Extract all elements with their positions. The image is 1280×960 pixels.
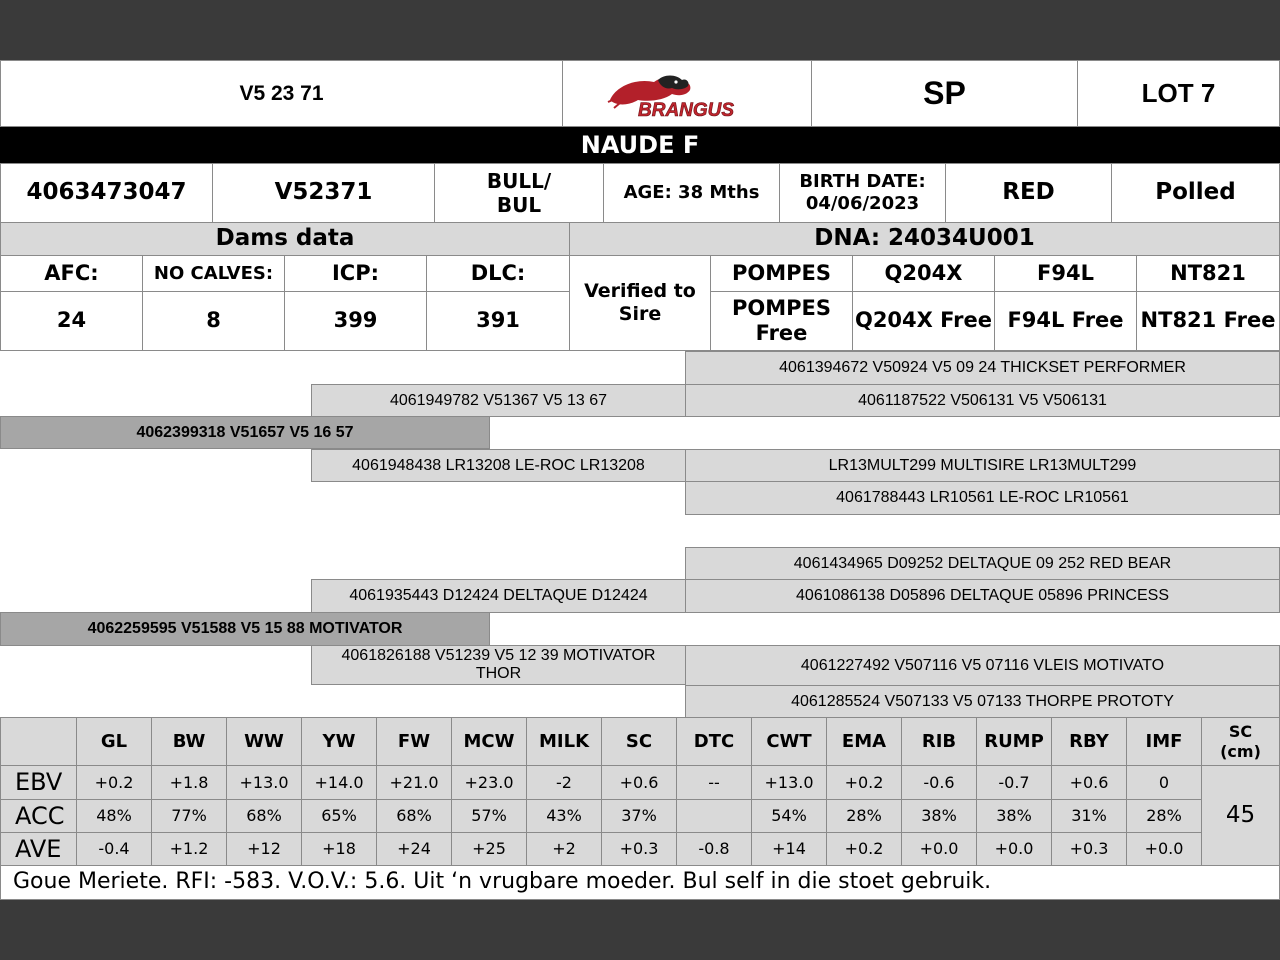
pedigree-sire-dam-sire: LR13MULT299 MULTISIRE LR13MULT299 bbox=[685, 449, 1280, 482]
ebv-ave-gl: -0.4 bbox=[76, 832, 152, 866]
pedigree-dam-dam: 4061826188 V51239 V5 12 39 MOTIVATOR THOR bbox=[311, 645, 686, 685]
no-calves-value: 8 bbox=[142, 291, 285, 351]
dams-data-title: Dams data bbox=[0, 222, 570, 256]
pedigree-sire: 4062399318 V51657 V5 16 57 bbox=[0, 416, 490, 449]
ebv-header-ema: EMA bbox=[826, 717, 902, 766]
icp-label: ICP: bbox=[284, 255, 427, 292]
ebv-ave-cwt: +14 bbox=[751, 832, 827, 866]
pedigree-sire-dam: 4061948438 LR13208 LE-ROC LR13208 bbox=[311, 449, 686, 482]
sc-cm-value: 45 bbox=[1201, 765, 1280, 866]
pedigree-dam-dam-sire: 4061227492 V507116 V5 07116 VLEIS MOTIVATO bbox=[685, 645, 1280, 686]
dna-test-f94l: F94L bbox=[994, 255, 1137, 292]
birth-date: BIRTH DATE: 04/06/2023 bbox=[779, 163, 946, 223]
animal-color: RED bbox=[945, 163, 1112, 223]
ebv-header-gl: GL bbox=[76, 717, 152, 766]
ebv-ebv-rby: +0.6 bbox=[1051, 765, 1127, 800]
ebv-ebv-imf: 0 bbox=[1126, 765, 1202, 800]
ebv-ave-sc: +0.3 bbox=[601, 832, 677, 866]
lot-sheet bbox=[0, 60, 1280, 900]
ebv-ebv-rump: -0.7 bbox=[976, 765, 1052, 800]
ebv-ebv-mcw: +23.0 bbox=[451, 765, 527, 800]
ebv-acc-bw: 77% bbox=[151, 799, 227, 833]
pedigree-dam-sire-sire: 4061434965 D09252 DELTAQUE 09 252 RED BEAR bbox=[685, 547, 1280, 580]
comment: Goue Meriete. RFI: -583. V.O.V.: 5.6. Uit ‘n vrugbare moeder. Bul self in die stoet gebruik. bbox=[0, 865, 1280, 900]
ebv-acc-imf: 28% bbox=[1126, 799, 1202, 833]
pedigree-dam: 4062259595 V51588 V5 15 88 MOTIVATOR bbox=[0, 612, 490, 646]
ebv-acc-sc: 37% bbox=[601, 799, 677, 833]
pedigree-sire-sire-dam: 4061187522 V506131 V5 V506131 bbox=[685, 384, 1280, 417]
ebv-ave-dtc: -0.8 bbox=[676, 832, 752, 866]
ebv-ebv-bw: +1.8 bbox=[151, 765, 227, 800]
ebv-ebv-rib: -0.6 bbox=[901, 765, 977, 800]
registration-number: 4063473047 bbox=[0, 163, 213, 223]
pedigree-dam-sire-dam: 4061086138 D05896 DELTAQUE 05896 PRINCESS bbox=[685, 579, 1280, 613]
ebv-ave-ww: +12 bbox=[226, 832, 302, 866]
ebv-header-sc: SC bbox=[601, 717, 677, 766]
dna-result-pompes: POMPES Free bbox=[710, 291, 853, 351]
dna-result-f94l: F94L Free bbox=[994, 291, 1137, 351]
dna-title: DNA: 24034U001 bbox=[569, 222, 1280, 256]
dlc-value: 391 bbox=[426, 291, 570, 351]
ebv-ave-imf: +0.0 bbox=[1126, 832, 1202, 866]
ebv-ave-ema: +0.2 bbox=[826, 832, 902, 866]
ebv-acc-gl: 48% bbox=[76, 799, 152, 833]
ebv-acc-ww: 68% bbox=[226, 799, 302, 833]
ebv-header-mcw: MCW bbox=[451, 717, 527, 766]
svg-text:BRANGUS: BRANGUS bbox=[638, 99, 735, 121]
ebv-header-cwt: CWT bbox=[751, 717, 827, 766]
animal-id: V52371 bbox=[212, 163, 435, 223]
dna-result-nt821: NT821 Free bbox=[1136, 291, 1280, 351]
ebv-ebv-gl: +0.2 bbox=[76, 765, 152, 800]
icp-value: 399 bbox=[284, 291, 427, 351]
ebv-ebv-ww: +13.0 bbox=[226, 765, 302, 800]
ebv-ebv-ema: +0.2 bbox=[826, 765, 902, 800]
ebv-acc-cwt: 54% bbox=[751, 799, 827, 833]
ebv-acc-rump: 38% bbox=[976, 799, 1052, 833]
ebv-row-label-ebv: EBV bbox=[0, 765, 77, 800]
ebv-ave-yw: +18 bbox=[301, 832, 377, 866]
ebv-acc-rib: 38% bbox=[901, 799, 977, 833]
ebv-acc-mcw: 57% bbox=[451, 799, 527, 833]
ebv-header-rby: RBY bbox=[1051, 717, 1127, 766]
ebv-ave-bw: +1.2 bbox=[151, 832, 227, 866]
brangus-logo-icon bbox=[602, 66, 772, 122]
no-calves-label: NO CALVES: bbox=[142, 255, 285, 292]
ebv-ave-rby: +0.3 bbox=[1051, 832, 1127, 866]
ebv-acc-dtc bbox=[676, 799, 752, 833]
ebv-header-fw: FW bbox=[376, 717, 452, 766]
ebv-ebv-milk: -2 bbox=[526, 765, 602, 800]
lot-number: LOT 7 bbox=[1077, 60, 1280, 127]
ebv-header-imf: IMF bbox=[1126, 717, 1202, 766]
ebv-acc-ema: 28% bbox=[826, 799, 902, 833]
ebv-header-milk: MILK bbox=[526, 717, 602, 766]
animal-sex: BULL/ BUL bbox=[434, 163, 604, 223]
ebv-acc-yw: 65% bbox=[301, 799, 377, 833]
ebv-ebv-cwt: +13.0 bbox=[751, 765, 827, 800]
ebv-ave-rib: +0.0 bbox=[901, 832, 977, 866]
ebv-ave-fw: +24 bbox=[376, 832, 452, 866]
animal-name: NAUDE F bbox=[0, 127, 1280, 164]
ebv-header-yw: YW bbox=[301, 717, 377, 766]
ebv-header-rib: RIB bbox=[901, 717, 977, 766]
horn-status: Polled bbox=[1111, 163, 1280, 223]
ebv-header-rump: RUMP bbox=[976, 717, 1052, 766]
ebv-ebv-fw: +21.0 bbox=[376, 765, 452, 800]
sc-cm-header: SC (cm) bbox=[1201, 717, 1280, 766]
dna-result-q204x: Q204X Free bbox=[852, 291, 995, 351]
dna-test-pompes: POMPES bbox=[710, 255, 853, 292]
pedigree-sire-sire-sire: 4061394672 V50924 V5 09 24 THICKSET PERFORMER bbox=[685, 351, 1280, 385]
ebv-ave-milk: +2 bbox=[526, 832, 602, 866]
ebv-header-ww: WW bbox=[226, 717, 302, 766]
animal-age: AGE: 38 Mths bbox=[603, 163, 780, 223]
ebv-row-label-ave: AVE bbox=[0, 832, 77, 866]
animal-code: V5 23 71 bbox=[0, 60, 563, 127]
dlc-label: DLC: bbox=[426, 255, 570, 292]
dna-test-q204x: Q204X bbox=[852, 255, 995, 292]
sp-label: SP bbox=[811, 60, 1078, 127]
ebv-acc-fw: 68% bbox=[376, 799, 452, 833]
ebv-ebv-yw: +14.0 bbox=[301, 765, 377, 800]
dna-test-nt821: NT821 bbox=[1136, 255, 1280, 292]
ebv-acc-rby: 31% bbox=[1051, 799, 1127, 833]
ebv-acc-milk: 43% bbox=[526, 799, 602, 833]
afc-value: 24 bbox=[0, 291, 143, 351]
pedigree-dam-dam-dam: 4061285524 V507133 V5 07133 THORPE PROTOTY bbox=[685, 685, 1280, 718]
verified-to-sire: Verified to Sire bbox=[569, 255, 711, 351]
ebv-ave-mcw: +25 bbox=[451, 832, 527, 866]
ebv-header-dtc: DTC bbox=[676, 717, 752, 766]
pedigree-dam-sire: 4061935443 D12424 DELTAQUE D12424 bbox=[311, 579, 686, 613]
ebv-corner-cell bbox=[0, 717, 77, 766]
pedigree-sire-sire: 4061949782 V51367 V5 13 67 bbox=[311, 384, 686, 417]
brangus-logo bbox=[562, 60, 812, 127]
pedigree-sire-dam-dam: 4061788443 LR10561 LE-ROC LR10561 bbox=[685, 481, 1280, 515]
ebv-ebv-sc: +0.6 bbox=[601, 765, 677, 800]
ebv-header-bw: BW bbox=[151, 717, 227, 766]
ebv-ebv-dtc: -- bbox=[676, 765, 752, 800]
ebv-row-label-acc: ACC bbox=[0, 799, 77, 833]
ebv-ave-rump: +0.0 bbox=[976, 832, 1052, 866]
afc-label: AFC: bbox=[0, 255, 143, 292]
